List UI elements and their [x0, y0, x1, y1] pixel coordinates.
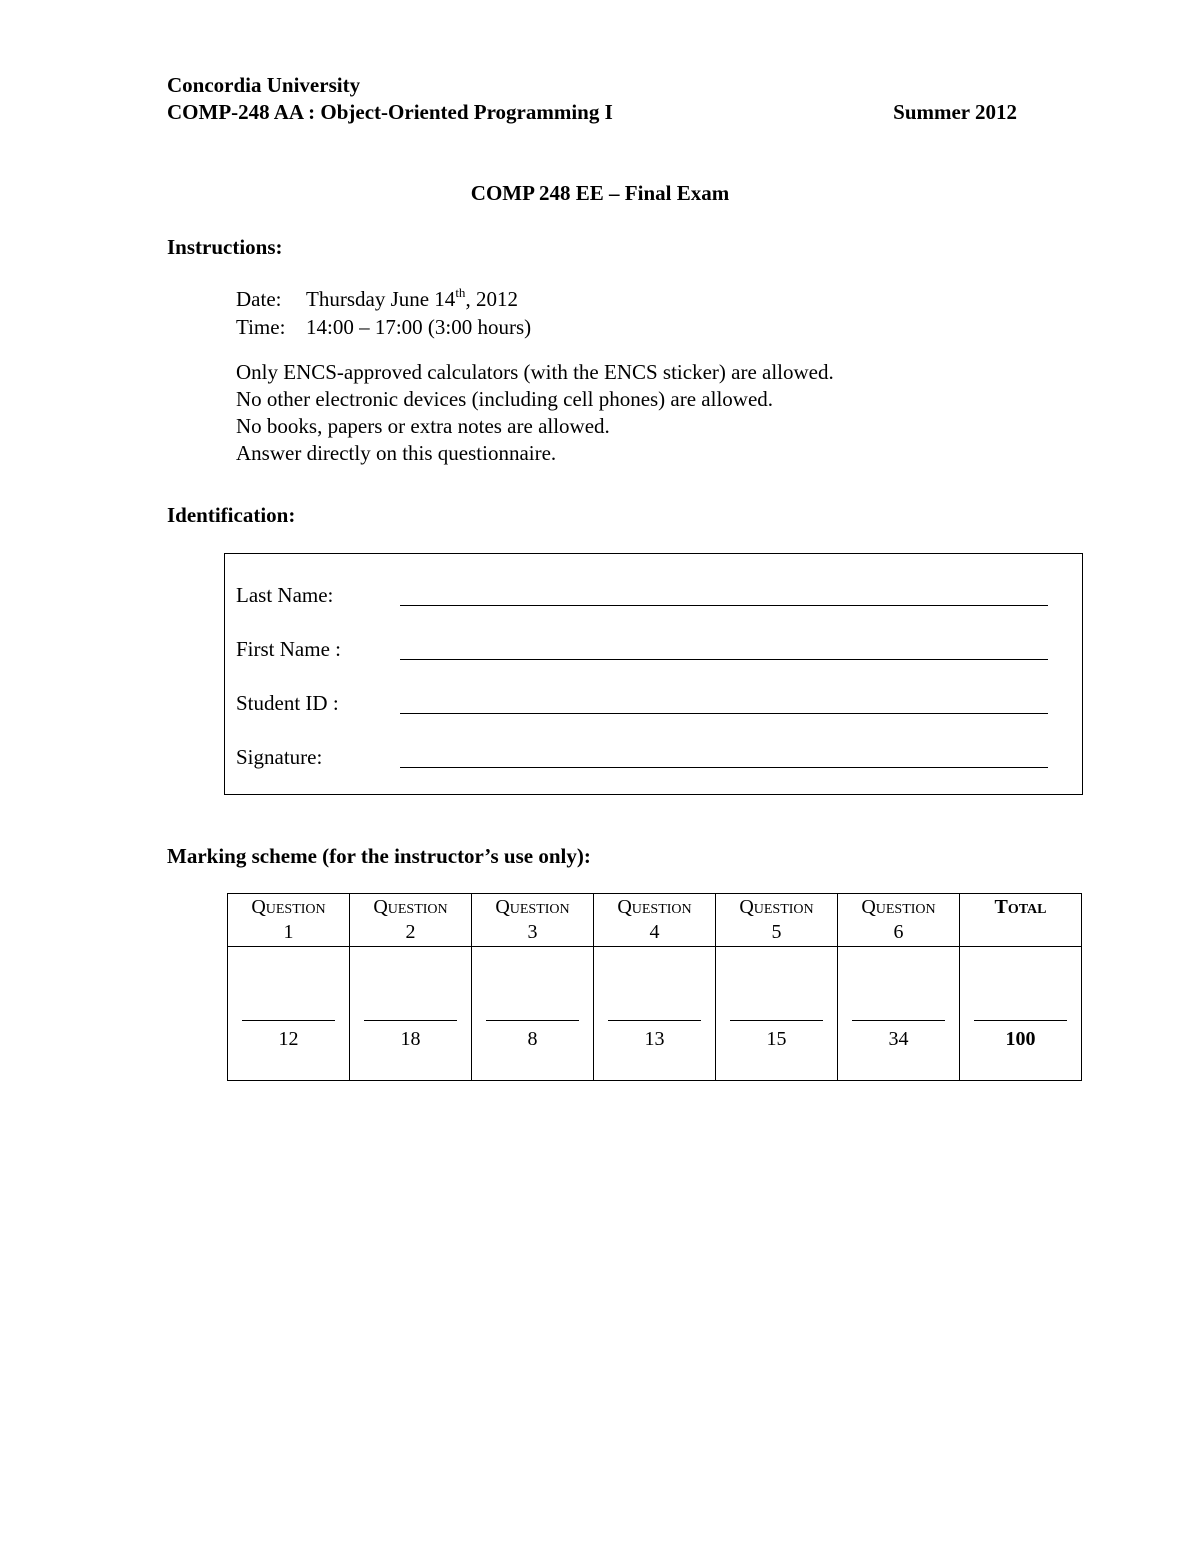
signature-label: Signature:: [236, 745, 323, 769]
question-1-score-cell: [228, 947, 350, 1081]
total-score-cell: [960, 947, 1082, 1081]
date-value: Thursday June 14th, 2012: [306, 285, 518, 311]
score-blank[interactable]: [730, 1020, 823, 1021]
identification-heading: Identification:: [167, 503, 296, 527]
score-blank[interactable]: [974, 1020, 1067, 1021]
question-3-score-cell: [472, 947, 594, 1081]
table-header-row: [228, 894, 1082, 947]
exam-rules: [236, 359, 834, 467]
max-points: 34: [888, 1028, 909, 1050]
time-line: [236, 314, 531, 342]
first-name-field[interactable]: [400, 659, 1048, 660]
score-blank[interactable]: [608, 1020, 701, 1021]
date-line: [236, 286, 531, 314]
max-points: 8: [527, 1028, 538, 1050]
question-2-score-cell: [350, 947, 472, 1081]
table-score-row: [228, 947, 1082, 1081]
marking-scheme-table: [227, 893, 1082, 1081]
score-blank[interactable]: [852, 1020, 945, 1021]
rule-item: Only ENCS-approved calculators (with the ENCS sticker) are allowed.: [236, 360, 834, 384]
rule-item: Answer directly on this questionnaire.: [236, 441, 557, 465]
max-points: 18: [400, 1028, 421, 1050]
question-1-header: Question 1: [228, 894, 350, 947]
score-blank[interactable]: [242, 1020, 335, 1021]
question-5-header: Question 5: [716, 894, 838, 947]
term-label: Summer 2012: [893, 100, 1017, 124]
question-4-header: Question 4: [594, 894, 716, 947]
first-name-label: First Name :: [236, 637, 341, 661]
last-name-field[interactable]: [400, 605, 1048, 606]
student-id-label: Student ID :: [236, 691, 339, 715]
time-label: Time:: [236, 315, 286, 339]
date-label: Date:: [236, 287, 282, 311]
course-title: COMP-248 AA : Object-Oriented Programming I: [167, 100, 613, 124]
question-6-header: Question 6: [838, 894, 960, 947]
total-header: Total: [960, 894, 1082, 947]
document-header: [167, 72, 1017, 126]
score-blank[interactable]: [486, 1020, 579, 1021]
question-2-header: Question 2: [350, 894, 472, 947]
score-blank[interactable]: [364, 1020, 457, 1021]
max-points: 13: [644, 1028, 665, 1050]
question-6-score-cell: [838, 947, 960, 1081]
identification-box: [224, 553, 1083, 795]
max-points: 15: [766, 1028, 787, 1050]
university-name: Concordia University: [167, 73, 361, 97]
instructions-heading: Instructions:: [167, 235, 283, 259]
question-5-score-cell: [716, 947, 838, 1081]
marking-scheme-heading: Marking scheme (for the instructor’s use only):: [167, 844, 591, 868]
question-3-header: Question 3: [472, 894, 594, 947]
last-name-label: Last Name:: [236, 583, 334, 607]
signature-field[interactable]: [400, 767, 1048, 768]
rule-item: No books, papers or extra notes are allowed.: [236, 414, 610, 438]
exam-title: COMP 248 EE – Final Exam: [470, 181, 730, 205]
time-value: 14:00 – 17:00 (3:00 hours): [306, 315, 532, 339]
max-points: 12: [278, 1028, 299, 1050]
student-id-field[interactable]: [400, 713, 1048, 714]
rule-item: No other electronic devices (including cell phones) are allowed.: [236, 387, 774, 411]
exam-date-time: [236, 286, 531, 342]
total-max-points: 100: [1005, 1028, 1036, 1050]
question-4-score-cell: [594, 947, 716, 1081]
